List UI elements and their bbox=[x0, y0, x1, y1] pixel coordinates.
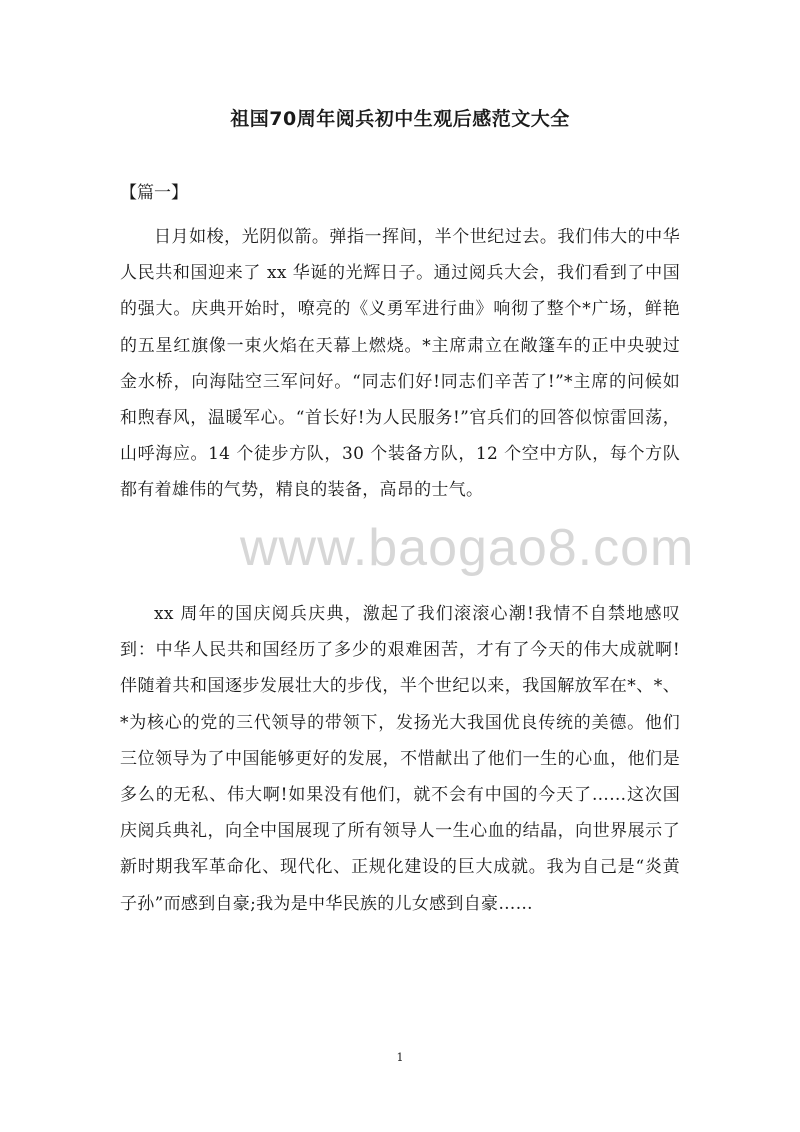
paragraph-2: xx 周年的国庆阅兵庆典，激起了我们滚滚心潮!我情不自禁地感叹到：中华人民共和国经历了多少的艰难困苦，才有了今天的伟大成就啊!伴随着共和国逐步发展壮大的步伐，半个世纪以来，我国解放军在*、*、*为核心的党的三代领导的带领下，发扬光大我国优良传统的美德。他们三位领导为了中国能够更好的发展，不惜献出了他们一生的心血，他们是多么的无私、伟大啊!如果没有他们，就不会有中国的今天了……这次国庆阅兵典礼，向全中国展现了所有领导人一生心血的结晶，向世界展示了新时期我军革命化、现代化、正规化建设的巨大成就。我为自己是“炎黄子孙”而感到自豪;我为是中华民族的儿女感到自豪…… bbox=[120, 604, 680, 914]
page-number: 1 bbox=[396, 1051, 404, 1064]
section-label: 【篇一】 bbox=[120, 183, 188, 203]
paragraph-1: 日月如梭，光阴似箭。弹指一挥间，半个世纪过去。我们伟大的中华人民共和国迎来了 xx 华诞的光辉日子。通过阅兵大会，我们看到了中国的强大。庆典开始时，嘹亮的《义勇军进行曲》响彻了整个*广场，鲜艳的五星红旗像一束火焰在天幕上燃烧。*主席肃立在敞篷车的正中央驶过金水桥，向海陆空三军问好。“同志们好!同志们辛苦了!”*主席的问候如和煦春风，温暖军心。“首长好!为人民服务!”官兵们的回答似惊雷回荡，山呼海应。14 个徒步方队，30 个装备方队，12 个空中方队，每个方队都有着雄伟的气势，精良的装备，高昂的士气。 bbox=[120, 227, 680, 501]
watermark: www.baogao8.com bbox=[240, 519, 695, 577]
document-title: 祖国70周年阅兵初中生观后感范文大全 bbox=[230, 108, 570, 130]
